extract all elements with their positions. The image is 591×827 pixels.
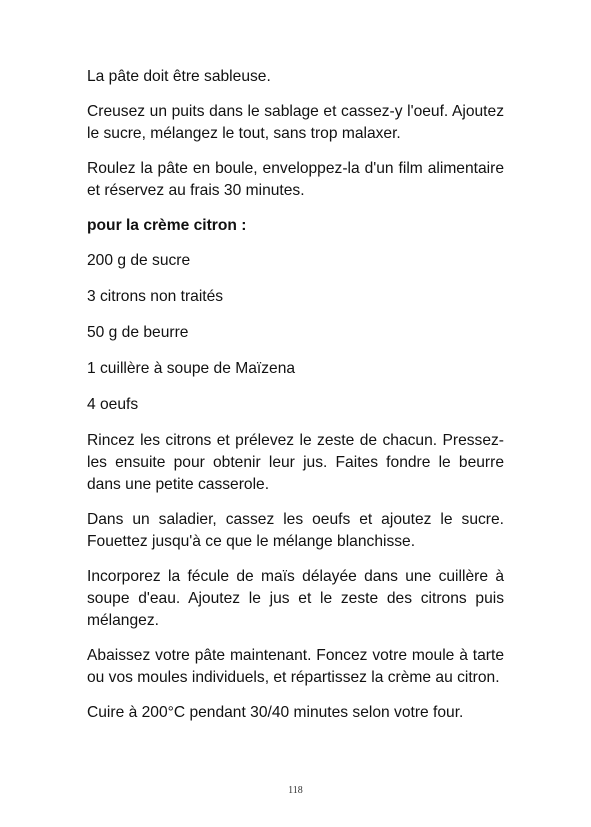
ingredient-sugar: 200 g de sucre (87, 252, 191, 269)
paragraph-add-cornstarch: Incorporez la fécule de maïs délayée dans une cuillère à soupe d'eau. Ajoutez le jus et le zeste des citrons puis mélangez. (87, 568, 504, 629)
section-heading-lemon-cream: pour la crème citron : (87, 217, 247, 234)
paragraph-dough-texture: La pâte doit être sableuse. (87, 68, 271, 85)
ingredient-cornstarch: 1 cuillère à soupe de Maïzena (87, 360, 296, 377)
paragraph-lemon-prep: Rincez les citrons et prélevez le zeste de chacun. Pressez-les ensuite pour obtenir leur jus. Faites fondre le beurre dans une petite casserole. (87, 432, 504, 493)
paragraph-roll-dough: Roulez la pâte en boule, enveloppez-la d'un film alimentaire et réservez au frais 30 minutes. (87, 160, 504, 199)
ingredient-butter: 50 g de beurre (87, 324, 189, 341)
page-number: 118 (288, 785, 303, 796)
ingredient-eggs: 4 oeufs (87, 396, 139, 413)
paragraph-add-egg-sugar: Creusez un puits dans le sablage et cassez-y l'oeuf. Ajoutez le sucre, mélangez le tout, sans trop malaxer. (87, 103, 504, 142)
paragraph-whisk-eggs: Dans un saladier, cassez les oeufs et ajoutez le sucre. Fouettez jusqu'à ce que le mélange blanchisse. (87, 511, 504, 550)
paragraph-bake: Cuire à 200°C pendant 30/40 minutes selon votre four. (87, 704, 464, 721)
paragraph-line-mould: Abaissez votre pâte maintenant. Foncez votre moule à tarte ou vos moules individuels, et répartissez la crème au citron. (87, 647, 504, 686)
page-content (87, 66, 504, 737)
ingredient-lemons: 3 citrons non traités (87, 288, 224, 305)
